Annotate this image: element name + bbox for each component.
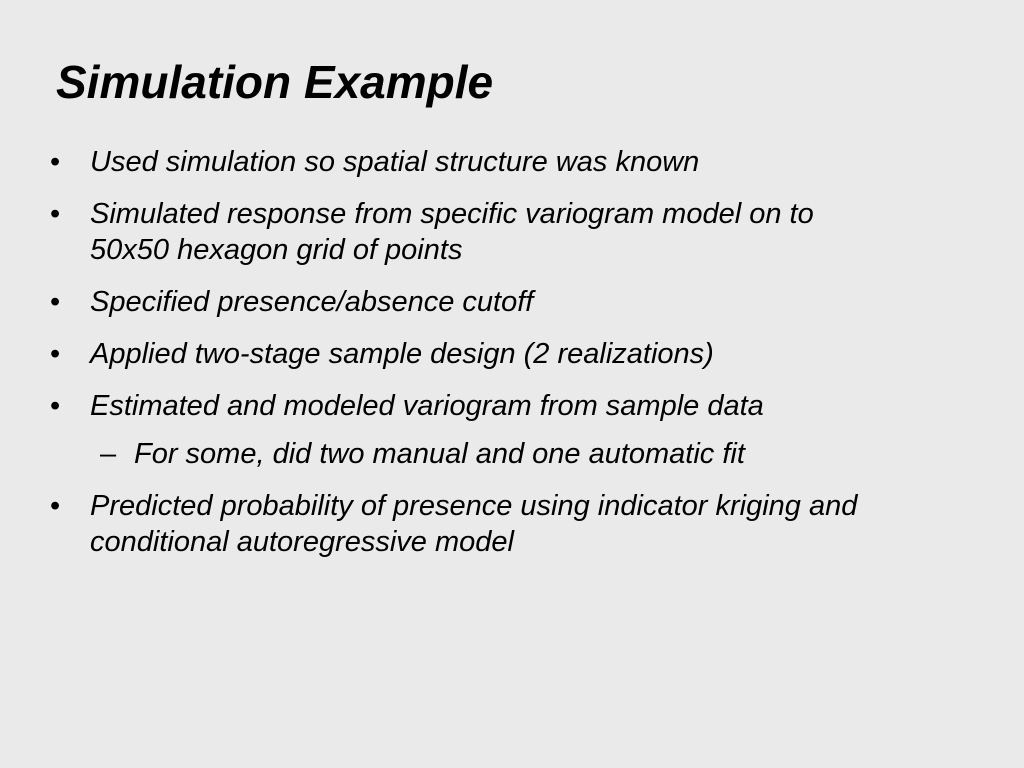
bullet-item: [0, 488, 870, 560]
bullet-item: [0, 336, 870, 372]
bullet-text: Applied two-stage sample design (2 realizations): [90, 338, 714, 370]
bullet-text: Specified presence/absence cutoff: [90, 286, 534, 318]
sub-bullet-text: For some, did two manual and one automatic fit: [134, 438, 745, 470]
sub-bullet-marker: –: [100, 438, 117, 470]
bullet-text: Used simulation so spatial structure was known: [90, 146, 700, 178]
sub-bullet-item: [0, 436, 894, 472]
bullet-list: [0, 144, 1024, 576]
bullet-text: Estimated and modeled variogram from sample data: [90, 390, 764, 422]
bullet-marker: •: [50, 338, 61, 370]
bullet-text: Predicted probability of presence using indicator kriging and conditional autoregressive model: [90, 490, 858, 558]
bullet-text: Simulated response from specific variogram model on to 50x50 hexagon grid of points: [90, 198, 814, 266]
bullet-marker: •: [50, 490, 61, 522]
bullet-marker: •: [50, 286, 61, 318]
slide-title: Simulation Example: [56, 56, 494, 108]
bullet-marker: •: [50, 198, 61, 230]
bullet-item: [0, 284, 870, 320]
bullet-marker: •: [50, 146, 61, 178]
bullet-marker: •: [50, 390, 61, 422]
bullet-item: [0, 388, 870, 424]
bullet-item: [0, 196, 870, 268]
bullet-item: [0, 144, 870, 180]
